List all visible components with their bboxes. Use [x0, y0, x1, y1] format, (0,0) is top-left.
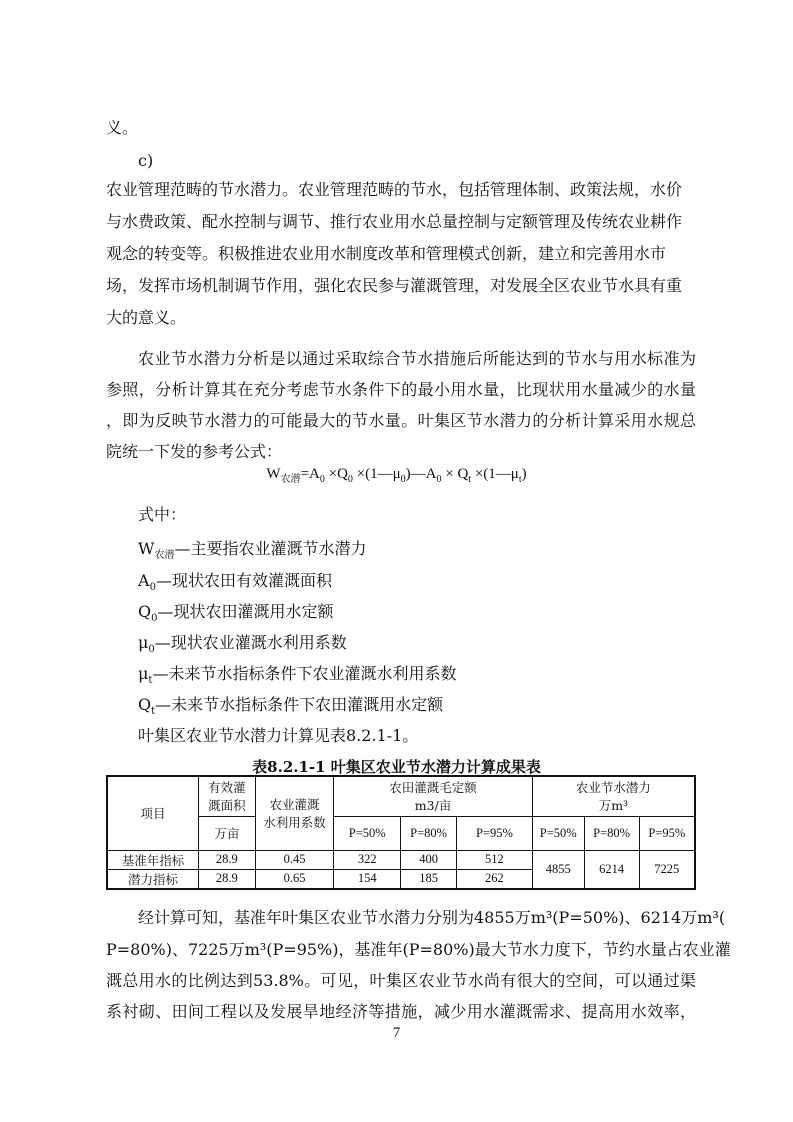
cell-quota: 400 [401, 850, 457, 869]
header-coefficient: 农业灌溉 水利用系数 [255, 776, 334, 850]
cell-coefficient: 0.45 [255, 850, 334, 869]
definition-item: $\mu_0—$现状农业灌溉水利用系数 [138, 633, 347, 656]
table-reference: 叶集区农业节水潜力计算见表8.2.1-1。 [138, 726, 419, 745]
header-p50: P=50% [334, 816, 401, 850]
cell-quota: 512 [457, 850, 533, 869]
formula: $W_{农潜}=A_0 \times Q_0$ $\times(1—\mu_0)—A_0 \times Q_t$ $\times(1—\mu_t)$ [266, 466, 527, 485]
header-potential: 农业节水潜力 万m³ [532, 776, 695, 816]
header-area: 有效灌 溉面积 [198, 776, 255, 816]
definition-item: $W_{农潜}—$主要指农业灌溉节水潜力 [138, 539, 367, 562]
cell-area: 28.9 [198, 869, 255, 889]
paragraph-analysis-line-3: ，即为反映节水潜力的可能最大的节水量。叶集区节水潜力的分析计算采用水规总 [106, 411, 696, 430]
conclusion-line-2: P=80%)、7225万m³(P=95%)，基准年(P=80%)最大节水力度下，节约水量占农业灌 [106, 940, 731, 959]
cell-quota: 322 [334, 850, 401, 869]
definition-item: $A_0—$现状农田有效灌溉面积 [138, 571, 332, 594]
header-p80: P=80% [584, 816, 639, 850]
header-p80: P=80% [401, 816, 457, 850]
header-p50: P=50% [532, 816, 584, 850]
cell-quota: 262 [457, 869, 533, 889]
page-number: 7 [392, 1025, 401, 1041]
results-table [106, 775, 696, 890]
paragraph-analysis-line-2: 参照，分析计算其在充分考虑节水条件下的最小用水量，比现状用水量减少的水量 [106, 380, 696, 399]
cell-potential: 7225 [639, 850, 695, 889]
conclusion-line-3: 溉总用水的比例达到53.8%。可见，叶集区农业节水尚有很大的空间，可以通过渠 [106, 971, 696, 990]
conclusion-line-4: 系衬砌、田间工程以及发展旱地经济等措施，减少用水灌溉需求、提高用水效率， [106, 1002, 696, 1021]
definition-item: $Q_0—$现状农田灌溉用水定额 [138, 602, 334, 625]
table-row [107, 850, 695, 869]
text-fragment: 义。 [106, 118, 139, 137]
row-label: 基准年指标 [107, 850, 198, 869]
list-marker: c) [138, 151, 154, 170]
paragraph-analysis-line-1: 农业节水潜力分析是以通过采取综合节水措施后所能达到的节水与用水标准为 [138, 349, 696, 368]
cell-coefficient: 0.65 [255, 869, 334, 889]
cell-area: 28.9 [198, 850, 255, 869]
cell-quota: 154 [334, 869, 401, 889]
paragraph-analysis-line-4: 院统一下发的参考公式： [106, 442, 283, 461]
table-caption: 表8.2.1-1 叶集区农业节水潜力计算成果表 [252, 758, 541, 776]
header-area-unit: 万亩 [198, 816, 255, 850]
cell-quota: 185 [401, 869, 457, 889]
definition-item: $\mu_t—$未来节水指标条件下农业灌溉水利用系数 [138, 664, 457, 687]
cell-potential: 4855 [532, 850, 584, 889]
definition-item: $Q_t—$未来节水指标条件下农田灌溉用水定额 [138, 695, 444, 718]
header-quota: 农田灌溉毛定额 m3/亩 [334, 776, 532, 816]
conclusion-line-1: 经计算可知，基准年叶集区农业节水潜力分别为4855万m³(P=50%)、6214万m³( [138, 908, 726, 927]
row-label: 潜力指标 [107, 869, 198, 889]
header-p95: P=95% [457, 816, 533, 850]
paragraph-management: 农业管理范畴的节水潜力。农业管理范畴的节水，包括管理体制、政策法规，水价与水费政策、配水控制与调节、推行农业用水总量控制与定额管理及传统农业耕作观念的转变等。积极推进农业用水制度改革和管理模式创新，建立和完善用水市场，发挥市场机制调节作用，强化农民参与灌溉管理，对发展全区农业节水具有重大的意义。 [106, 180, 683, 327]
definitions-label: 式中： [138, 505, 187, 524]
cell-potential: 6214 [584, 850, 639, 889]
header-p95: P=95% [639, 816, 695, 850]
header-item: 项目 [107, 776, 198, 850]
